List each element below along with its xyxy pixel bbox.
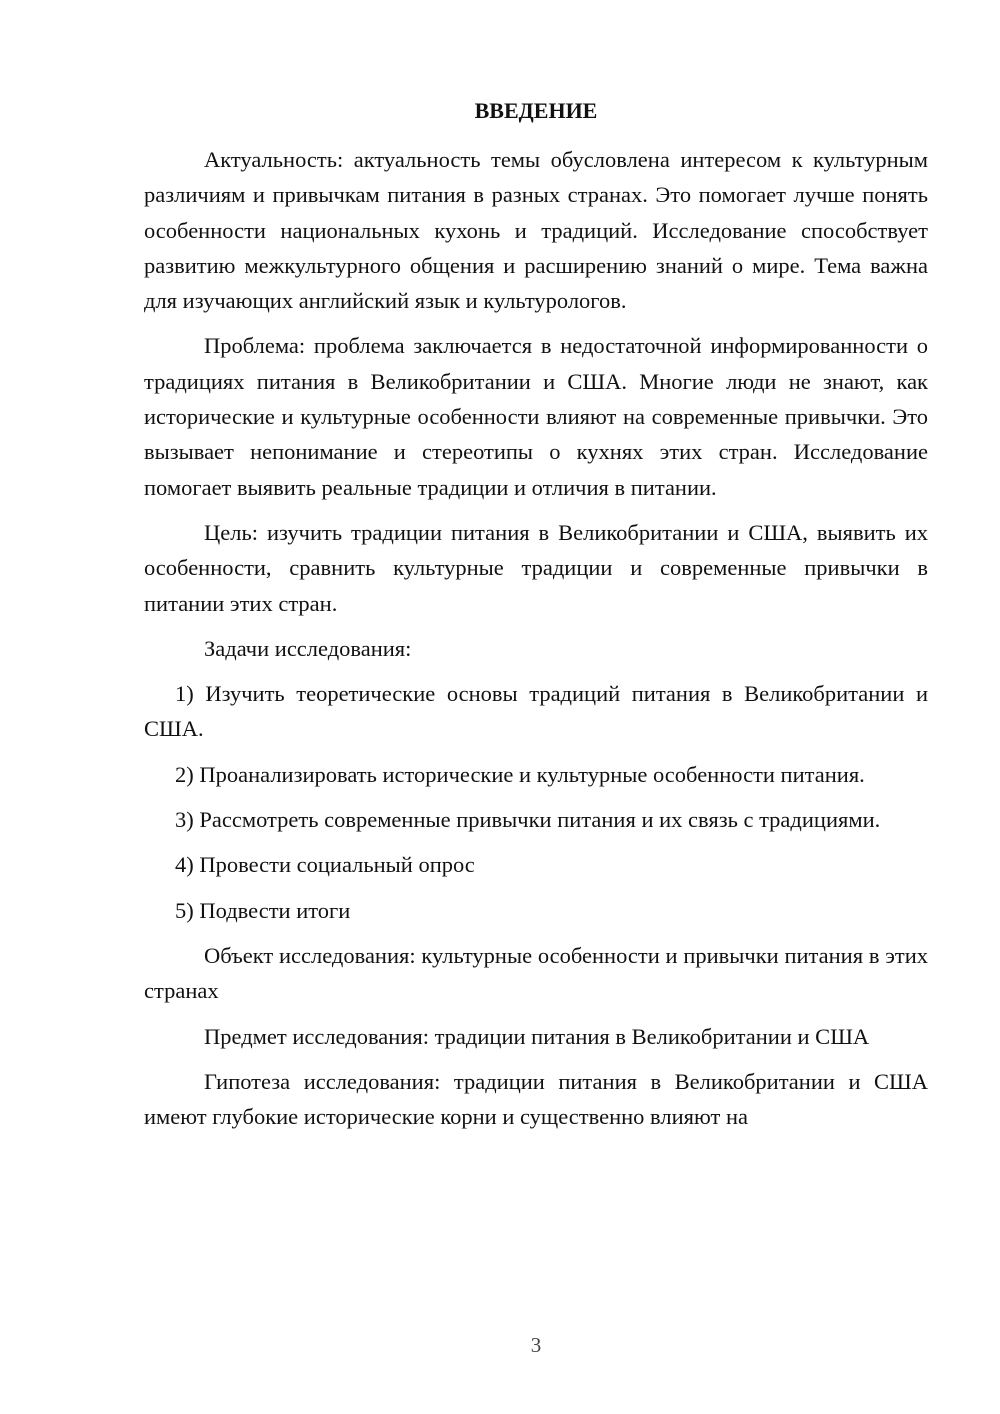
goal-paragraph: Цель: изучить традиции питания в Великобритании и США, выявить их особенности, сравнить культурные традиции и современные привычки в питании этих стран. <box>144 519 928 616</box>
problem-paragraph: Проблема: проблема заключается в недостаточной информированности о традициях питания в Великобритании и США. Многие люди не знают, как исторические и культурные особенности влияют на современные привычки. Это вызывает непонимание и стереотипы о кухнях этих стран. Исследование помогает выявить реальные традиции и отличия в питании. <box>144 333 928 500</box>
task-item-1: 1) Изучить теоретические основы традиций питания в Великобритании и США. <box>144 681 928 742</box>
subject-paragraph: Предмет исследования: традиции питания в Великобритании и США <box>204 1023 870 1049</box>
object-paragraph: Объект исследования: культурные особенности и привычки питания в этих странах <box>144 942 928 1004</box>
task-item-5: 5) Подвести итоги <box>175 897 351 923</box>
task-item-3: 3) Рассмотреть современные привычки питания и их связь с традициями. <box>175 807 881 833</box>
hypothesis-paragraph: Гипотеза исследования: традиции питания в Великобритании и США имеют глубокие исторические корни и существенно влияют на <box>144 1068 928 1130</box>
page-content <box>144 142 928 1134</box>
tasks-heading: Задачи исследования: <box>204 635 412 661</box>
section-heading: ВВЕДЕНИЕ <box>474 98 598 123</box>
page-number: 3 <box>530 1333 542 1357</box>
task-item-2: 2) Проанализировать исторические и культурные особенности питания. <box>175 761 865 787</box>
relevance-paragraph: Актуальность: актуальность темы обусловлена интересом к культурным различиям и привычкам питания в разных странах. Это помогает лучше понять особенности национальных кухонь и традиций. Исследование способствует развитию межкультурного общения и расширению знаний о мире. Тема важна для изучающих английский язык и культурологов. <box>144 147 928 314</box>
task-item-4: 4) Провести социальный опрос <box>175 852 475 878</box>
